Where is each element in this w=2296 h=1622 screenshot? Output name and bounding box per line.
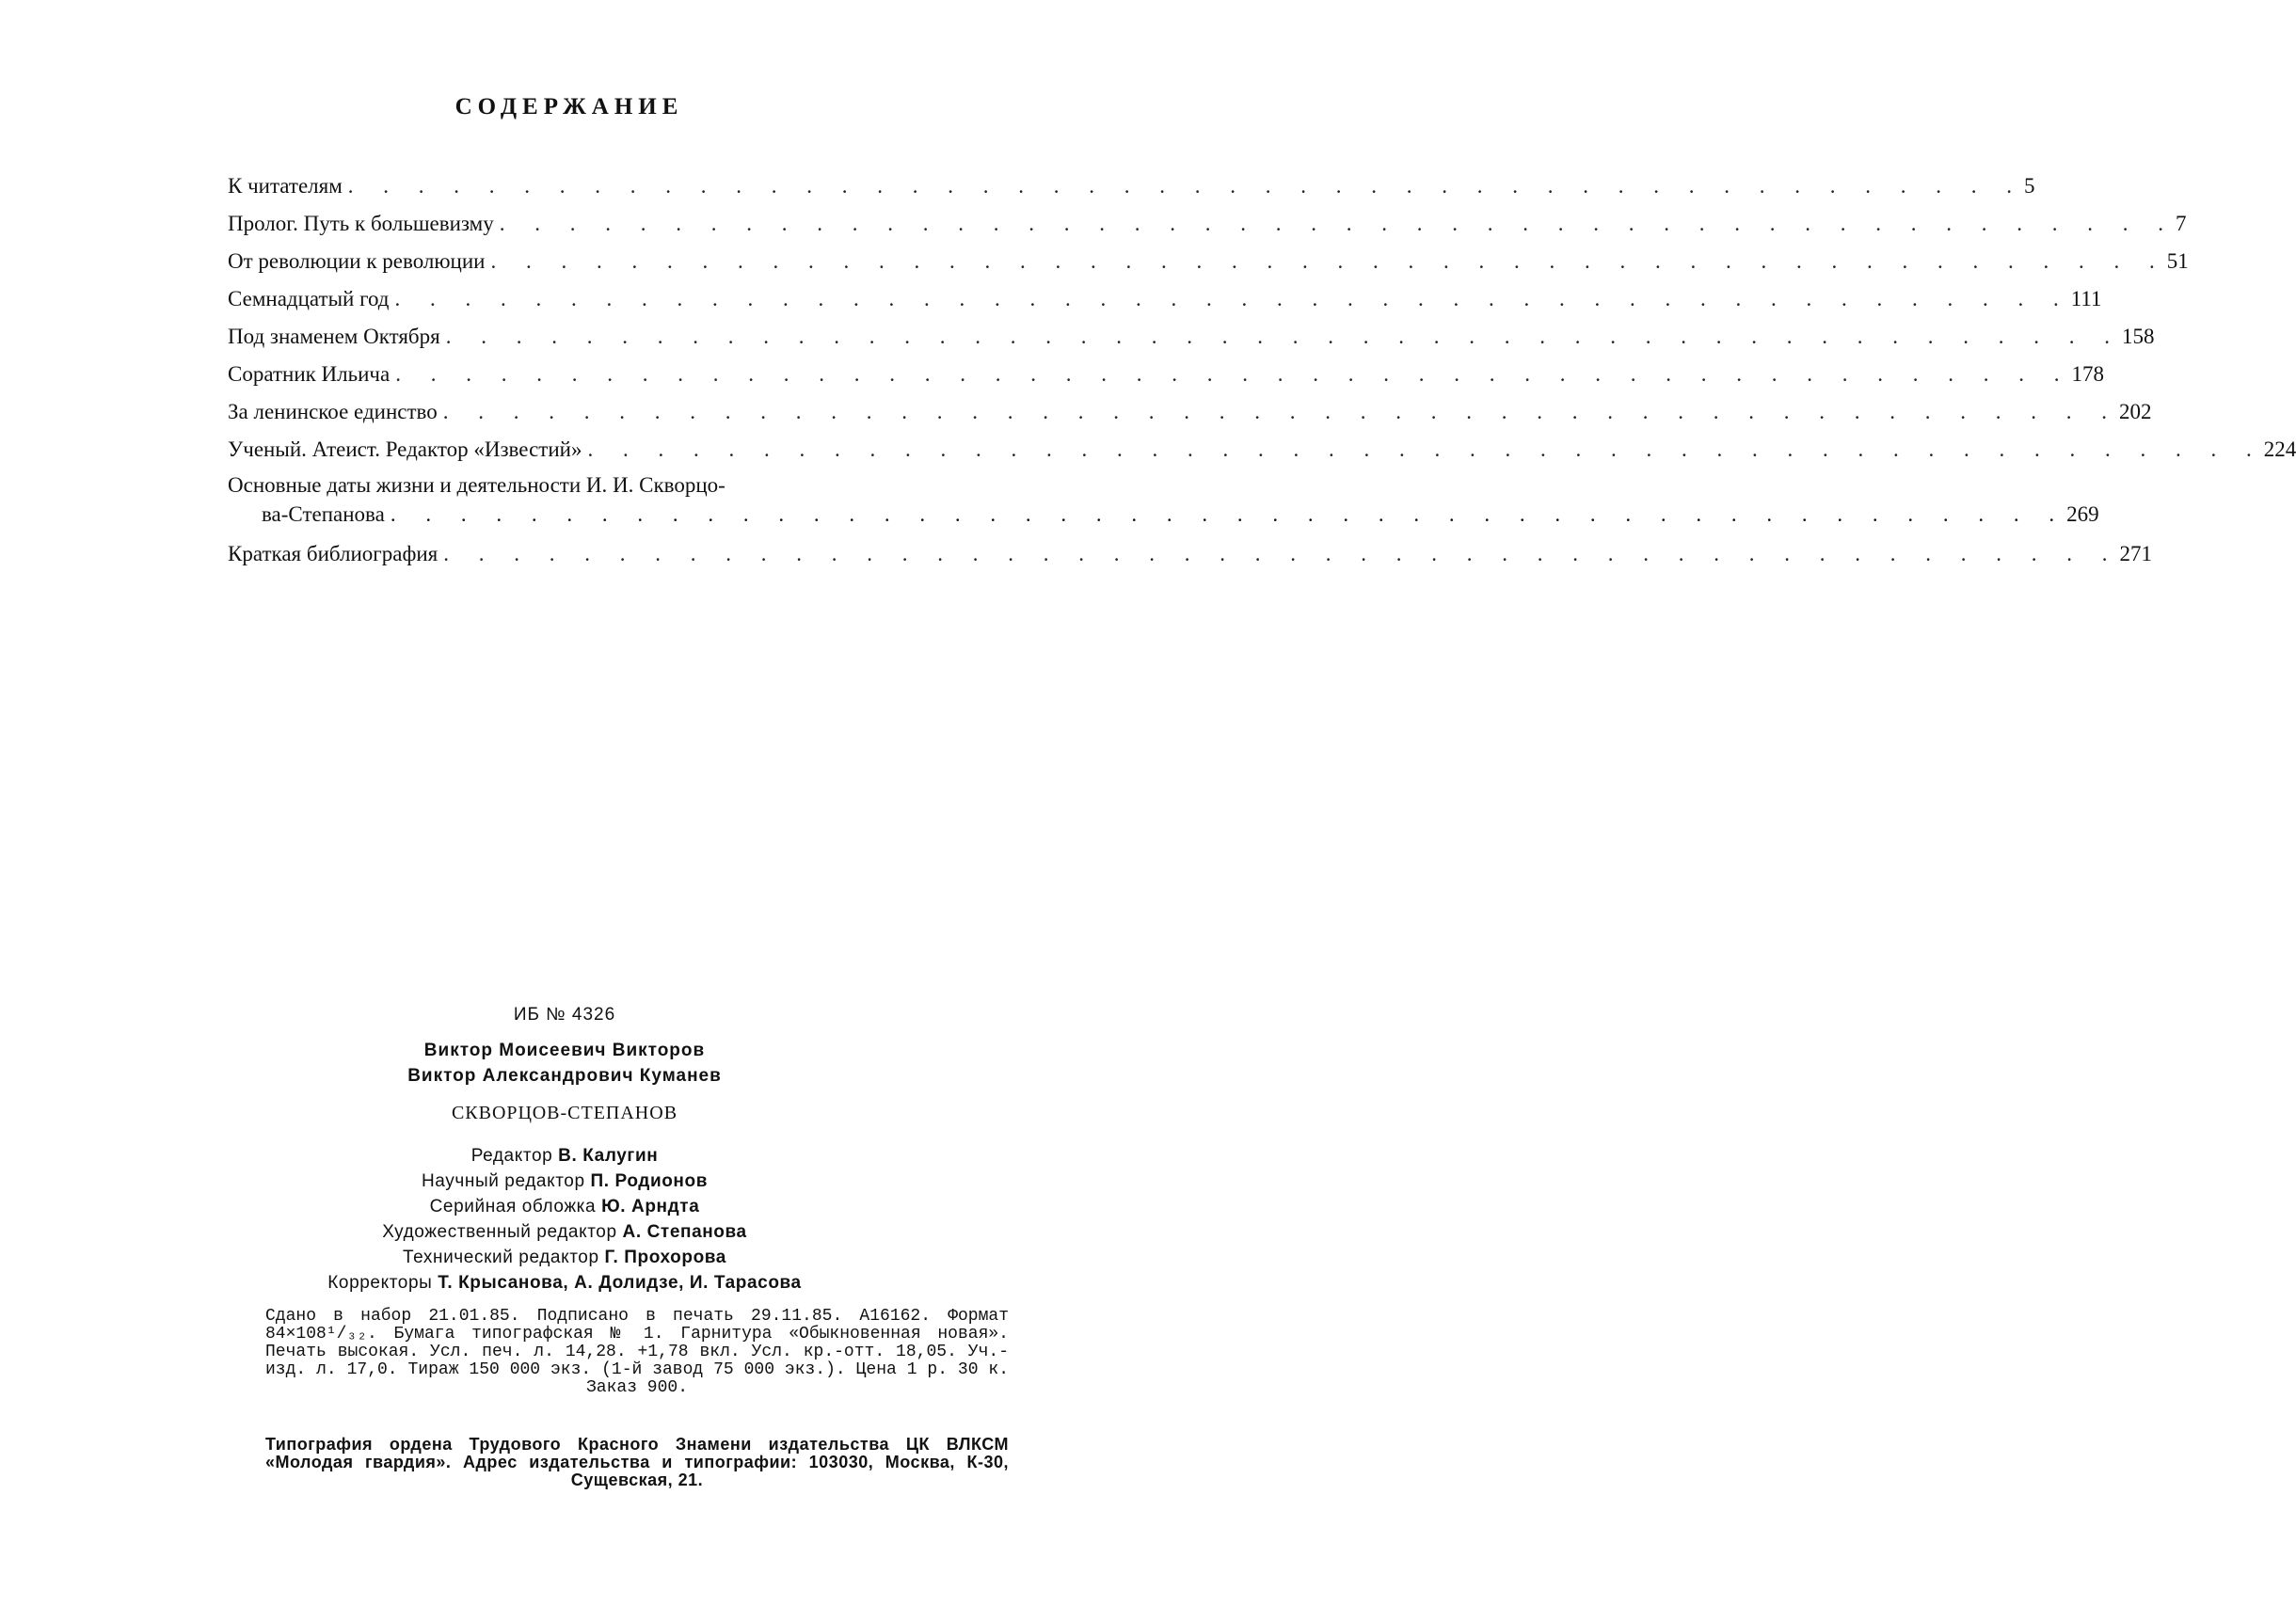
toc-page-number: 5	[2024, 174, 2035, 198]
credit-name: П. Родионов	[590, 1171, 708, 1191]
credit-name: А. Степанова	[622, 1222, 747, 1242]
toc-entry	[228, 207, 2187, 236]
toc-leader-dots: . . . . . . . . . . . . . . . . . . . . . . . . . . . . . . . . . . . . . . . . . . . . . . . .	[394, 287, 2071, 310]
toc-entry	[228, 282, 2102, 311]
toc-entry	[228, 358, 2104, 387]
table-of-contents	[228, 169, 2296, 575]
credit-name: Г. Прохорова	[604, 1248, 726, 1267]
toc-leader-dots: . . . . . . . . . . . . . . . . . . . . . . . . . . . . . . . . . . . . . . . . . . . . . . . .	[443, 542, 2120, 565]
credits-list	[0, 1143, 1129, 1296]
toc-entry-title: Соратник Ильича	[228, 362, 391, 386]
credit-name: В. Калугин	[558, 1146, 659, 1166]
credit-role: Серийная обложка	[429, 1197, 597, 1216]
book-title: СКВОРЦОВ-СТЕПАНОВ	[451, 1103, 678, 1123]
toc-entry	[228, 169, 2035, 199]
toc-leader-dots: . . . . . . . . . . . . . . . . . . . . . . . . . . . . . . . . . . . . . . . . . . . . . . . .	[587, 437, 2264, 461]
toc-leader-dots: . . . . . . . . . . . . . . . . . . . . . . . . . . . . . . . . . . . . . . . . . . . . . . . .	[390, 502, 2067, 526]
toc-page-number: 111	[2070, 287, 2102, 310]
toc-entry	[228, 245, 2189, 274]
toc-entry-title: Ученый. Атеист. Редактор «Известий»	[228, 437, 582, 461]
credit-role: Научный редактор	[421, 1171, 585, 1191]
credit-line	[0, 1270, 1129, 1296]
print-details: Сдано в набор 21.01.85. Подписано в печать 29.11.85. А16162. Формат 84×108¹/₃₂. Бумага типографская № 1. Гарнитура «Обыкновенная новая». Печать высокая. Усл. печ. л. 14,28. +1,78 вкл. Усл. кр.-отт. 18,05. Уч.-изд. л. 17,0. Тираж 150 000 экз. (1-й завод 75 000 экз.). Цена 1 р. 30 к. Заказ 900.	[265, 1307, 1009, 1397]
toc-entry-title: К читателям	[228, 174, 343, 198]
credit-line	[0, 1245, 1129, 1270]
toc-entry-title-line1: Основные даты жизни и деятельности И. И. Скворцо-	[228, 473, 725, 497]
toc-entry-title: От революции к революции	[228, 249, 486, 273]
toc-page-number: 7	[2175, 212, 2187, 235]
toc-entry	[228, 320, 2155, 349]
toc-entry-title: За ленинское единство	[228, 400, 438, 423]
ib-number: ИБ № 4326	[513, 1005, 616, 1025]
toc-entry-title-line2: ва-Степанова	[262, 502, 385, 526]
toc-leader-dots: . . . . . . . . . . . . . . . . . . . . . . . . . . . . . . . . . . . . . . . . . . . . . . . .	[490, 249, 2167, 273]
toc-page-number: 158	[2121, 325, 2155, 348]
credit-line	[0, 1194, 1129, 1219]
toc-entry	[228, 433, 2296, 462]
toc-page-number: 178	[2071, 362, 2104, 386]
toc-leader-dots: . . . . . . . . . . . . . . . . . . . . . . . . . . . . . . . . . . . . . . . . . . . . . . . .	[442, 400, 2119, 423]
credit-role: Корректоры	[327, 1273, 433, 1293]
toc-entry	[228, 395, 2152, 424]
author-name: Виктор Александрович Куманев	[407, 1066, 722, 1086]
author-name: Виктор Моисеевич Викторов	[423, 1041, 706, 1060]
toc-entry	[228, 537, 2152, 566]
toc-leader-dots: . . . . . . . . . . . . . . . . . . . . . . . . . . . . . . . . . . . . . . . . . . . . . . . .	[499, 212, 2176, 235]
toc-entry-title: Пролог. Путь к большевизму	[228, 212, 494, 235]
toc-leader-dots: . . . . . . . . . . . . . . . . . . . . . . . . . . . . . . . . . . . . . . . . . . . . . . . .	[395, 362, 2072, 386]
toc-entry-title: Краткая библиография	[228, 542, 438, 565]
toc-entry	[228, 470, 2099, 529]
credit-line	[0, 1143, 1129, 1169]
toc-entry-title: Под знаменем Октября	[228, 325, 440, 348]
credit-name: Ю. Арндта	[601, 1197, 700, 1216]
toc-entry-title: Семнадцатый год	[228, 287, 390, 310]
credit-line	[0, 1169, 1129, 1194]
credit-name: Т. Крысанова, А. Долидзе, И. Тарасова	[438, 1273, 802, 1293]
toc-page-number: 202	[2118, 400, 2152, 423]
toc-page-number: 271	[2119, 542, 2152, 565]
toc-heading: СОДЕРЖАНИЕ	[454, 94, 684, 119]
toc-leader-dots: . . . . . . . . . . . . . . . . . . . . . . . . . . . . . . . . . . . . . . . . . . . . . . . .	[445, 325, 2122, 348]
credit-role: Технический редактор	[403, 1248, 599, 1267]
credit-line	[0, 1219, 1129, 1245]
toc-leader-dots: . . . . . . . . . . . . . . . . . . . . . . . . . . . . . . . . . . . . . . . . . . . . . . . .	[347, 174, 2025, 198]
credit-role: Редактор	[470, 1146, 553, 1166]
toc-page-number: 224	[2263, 437, 2296, 461]
credit-role: Художественный редактор	[382, 1222, 617, 1242]
printer-info: Типография ордена Трудового Красного Знамени издательства ЦК ВЛКСМ «Молодая гвардия». Адрес издательства и типографии: 103030, Москва, К-30, Сущевская, 21.	[265, 1435, 1009, 1489]
toc-page-number: 51	[2166, 249, 2189, 273]
toc-page-number: 269	[2066, 502, 2099, 526]
